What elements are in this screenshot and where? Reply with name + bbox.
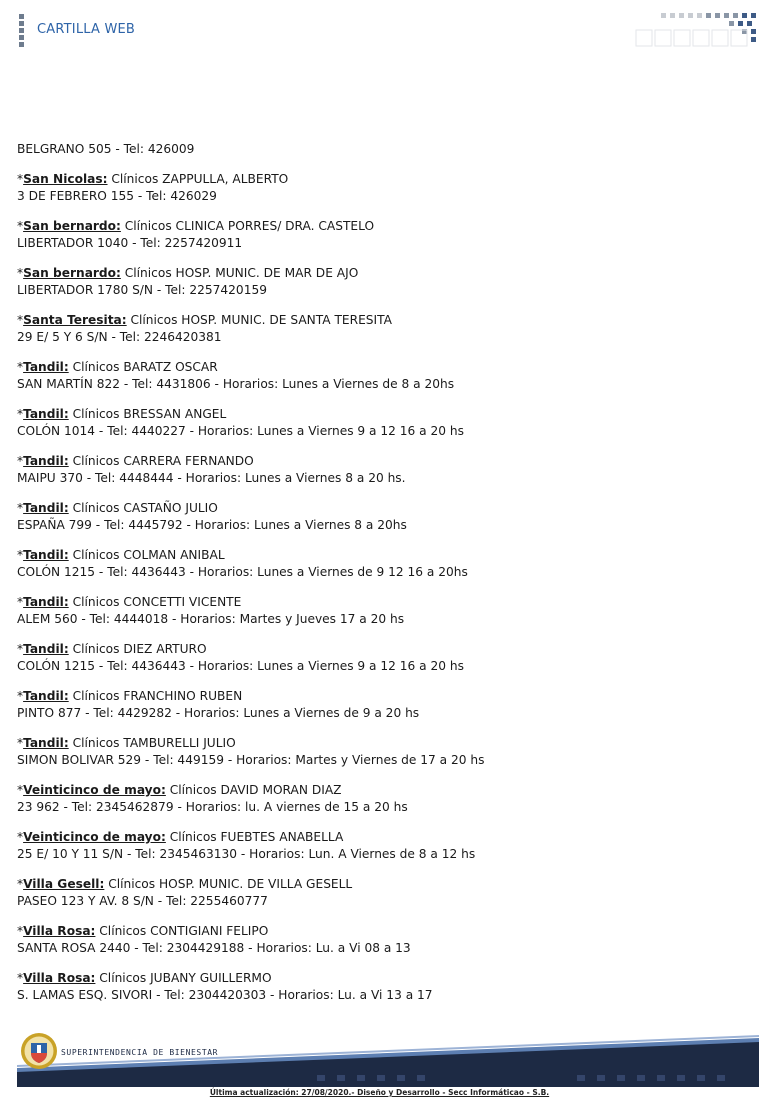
entry-heading <box>17 970 737 987</box>
entry-heading <box>17 876 737 893</box>
entry-prefix: * <box>17 830 24 844</box>
entry-specialty: Clínicos HOSP. MUNIC. DE SANTA TERESITA <box>126 313 392 327</box>
intro-line <box>17 141 737 158</box>
entry-detail: 3 DE FEBRERO 155 - Tel: 426029 <box>17 189 217 203</box>
page-header <box>0 0 759 60</box>
list-item <box>17 876 737 910</box>
entry-city: Tandil: <box>23 360 69 374</box>
entry-specialty: Clínicos BRESSAN ANGEL <box>68 407 227 421</box>
entry-prefix: * <box>17 548 24 562</box>
entry-prefix: * <box>17 219 24 233</box>
entry-heading <box>17 547 737 564</box>
entry-prefix: * <box>17 736 24 750</box>
entry-detail: SANTA ROSA 2440 - Tel: 2304429188 - Horarios: Lu. a Vi 08 a 13 <box>17 941 411 955</box>
entry-detail: LIBERTADOR 1780 S/N - Tel: 2257420159 <box>17 283 267 297</box>
page-title: CARTILLA WEB <box>37 22 136 37</box>
entry-prefix: * <box>17 783 24 797</box>
entry-heading <box>17 735 737 752</box>
entry-detail: S. LAMAS ESQ. SIVORI - Tel: 2304420303 - Horarios: Lu. a Vi 13 a 17 <box>17 988 433 1002</box>
list-item <box>17 594 737 628</box>
entry-prefix: * <box>17 172 24 186</box>
footer-wave-band <box>17 1030 759 1087</box>
entry-specialty: Clínicos COLMAN ANIBAL <box>68 548 225 562</box>
entry-heading <box>17 265 737 282</box>
entry-city: Tandil: <box>23 407 69 421</box>
entry-specialty: Clínicos DIEZ ARTURO <box>68 642 207 656</box>
list-item <box>17 406 737 440</box>
entry-detail: MAIPU 370 - Tel: 4448444 - Horarios: Lunes a Viernes 8 a 20 hs. <box>17 471 406 485</box>
entry-city: Tandil: <box>23 689 69 703</box>
entry-heading <box>17 171 737 188</box>
entry-heading <box>17 688 737 705</box>
entry-specialty: Clínicos HOSP. MUNIC. DE VILLA GESELL <box>104 877 353 891</box>
entry-detail: ESPAÑA 799 - Tel: 4445792 - Horarios: Lunes a Viernes 8 a 20hs <box>17 518 407 532</box>
entry-heading <box>17 594 737 611</box>
entry-city: Tandil: <box>23 736 69 750</box>
entry-prefix: * <box>17 924 24 938</box>
entry-detail: 29 E/ 5 Y 6 S/N - Tel: 2246420381 <box>17 330 222 344</box>
entry-prefix: * <box>17 407 24 421</box>
entry-specialty: Clínicos CLINICA PORRES/ DRA. CASTELO <box>120 219 375 233</box>
list-item <box>17 688 737 722</box>
entry-heading <box>17 453 737 470</box>
entry-specialty: Clínicos JUBANY GUILLERMO <box>95 971 272 985</box>
pixel-mosaic-icon <box>634 10 759 48</box>
entry-prefix: * <box>17 877 24 891</box>
list-item <box>17 735 737 769</box>
list-item <box>17 453 737 487</box>
entry-prefix: * <box>17 971 24 985</box>
entry-city: Tandil: <box>23 595 69 609</box>
list-item <box>17 970 737 1004</box>
entry-prefix: * <box>17 266 24 280</box>
entry-detail: COLÓN 1215 - Tel: 4436443 - Horarios: Lunes a Viernes de 9 12 16 a 20hs <box>17 565 468 579</box>
entry-detail: 25 E/ 10 Y 11 S/N - Tel: 2345463130 - Horarios: Lun. A Viernes de 8 a 12 hs <box>17 847 476 861</box>
entry-prefix: * <box>17 689 24 703</box>
list-item <box>17 359 737 393</box>
entry-specialty: Clínicos CASTAÑO JULIO <box>68 501 218 515</box>
entry-specialty: Clínicos CONTIGIANI FELIPO <box>95 924 269 938</box>
entry-detail: COLÓN 1215 - Tel: 4436443 - Horarios: Lunes a Viernes 9 a 12 16 a 20 hs <box>17 659 464 673</box>
entry-prefix: * <box>17 454 24 468</box>
provider-list <box>17 141 737 1004</box>
entry-heading <box>17 923 737 940</box>
entry-prefix: * <box>17 360 24 374</box>
entry-detail: LIBERTADOR 1040 - Tel: 2257420911 <box>17 236 243 250</box>
entry-detail: 23 962 - Tel: 2345462879 - Horarios: lu. A viernes de 15 a 20 hs <box>17 800 408 814</box>
list-item <box>17 500 737 534</box>
list-item <box>17 923 737 957</box>
entry-city: Villa Rosa: <box>23 924 96 938</box>
list-item <box>17 218 737 252</box>
entry-detail: SIMON BOLIVAR 529 - Tel: 449159 - Horarios: Martes y Viernes de 17 a 20 hs <box>17 753 485 767</box>
entry-city: Tandil: <box>23 548 69 562</box>
entry-specialty: Clínicos DAVID MORAN DIAZ <box>165 783 342 797</box>
entry-detail: SAN MARTÍN 822 - Tel: 4431806 - Horarios: Lunes a Viernes de 8 a 20hs <box>17 377 455 391</box>
list-item <box>17 547 737 581</box>
organization-name: SUPERINTENDENCIA DE BIENESTAR <box>61 1048 219 1057</box>
intro-address: BELGRANO 505 - Tel: 426009 <box>17 142 195 156</box>
entry-city: Tandil: <box>23 501 69 515</box>
entry-heading <box>17 312 737 329</box>
entry-specialty: Clínicos ZAPPULLA, ALBERTO <box>107 172 289 186</box>
list-item <box>17 265 737 299</box>
entry-detail: PINTO 877 - Tel: 4429282 - Horarios: Lunes a Viernes de 9 a 20 hs <box>17 706 420 720</box>
entry-specialty: Clínicos BARATZ OSCAR <box>68 360 218 374</box>
last-update-note: Última actualización: 27/08/2020.- Diseño y Desarrollo - Secc Informáticao - S.B. <box>209 1088 550 1097</box>
list-item <box>17 171 737 205</box>
entry-prefix: * <box>17 595 24 609</box>
entry-specialty: Clínicos FUEBTES ANABELLA <box>165 830 344 844</box>
entry-specialty: Clínicos CONCETTI VICENTE <box>68 595 242 609</box>
list-item <box>17 782 737 816</box>
entry-detail: ALEM 560 - Tel: 4444018 - Horarios: Martes y Jueves 17 a 20 hs <box>17 612 405 626</box>
entry-city: San Nicolas: <box>23 172 108 186</box>
entry-city: Tandil: <box>23 642 69 656</box>
entry-heading <box>17 500 737 517</box>
brand-bar-icon <box>19 14 24 47</box>
entry-specialty: Clínicos TAMBURELLI JULIO <box>68 736 236 750</box>
entry-specialty: Clínicos FRANCHINO RUBEN <box>68 689 243 703</box>
entry-city: Villa Gesell: <box>23 877 105 891</box>
entry-city: San bernardo: <box>23 219 121 233</box>
entry-specialty: Clínicos CARRERA FERNANDO <box>68 454 254 468</box>
entry-prefix: * <box>17 313 24 327</box>
list-item <box>17 641 737 675</box>
entry-city: Veinticinco de mayo: <box>23 830 166 844</box>
entry-heading <box>17 359 737 376</box>
entry-city: San bernardo: <box>23 266 121 280</box>
entry-city: Veinticinco de mayo: <box>23 783 166 797</box>
entry-city: Tandil: <box>23 454 69 468</box>
entry-prefix: * <box>17 501 24 515</box>
list-item <box>17 312 737 346</box>
entry-heading <box>17 218 737 235</box>
entry-heading <box>17 782 737 799</box>
entry-heading <box>17 641 737 658</box>
list-item <box>17 829 737 863</box>
entry-heading <box>17 406 737 423</box>
entry-detail: COLÓN 1014 - Tel: 4440227 - Horarios: Lunes a Viernes 9 a 12 16 a 20 hs <box>17 424 464 438</box>
entry-prefix: * <box>17 642 24 656</box>
entry-specialty: Clínicos HOSP. MUNIC. DE MAR DE AJO <box>120 266 359 280</box>
entry-heading <box>17 829 737 846</box>
entry-city: Santa Teresita: <box>23 313 127 327</box>
entry-city: Villa Rosa: <box>23 971 96 985</box>
shield-seal-icon <box>20 1032 58 1070</box>
entry-detail: PASEO 123 Y AV. 8 S/N - Tel: 2255460777 <box>17 894 268 908</box>
